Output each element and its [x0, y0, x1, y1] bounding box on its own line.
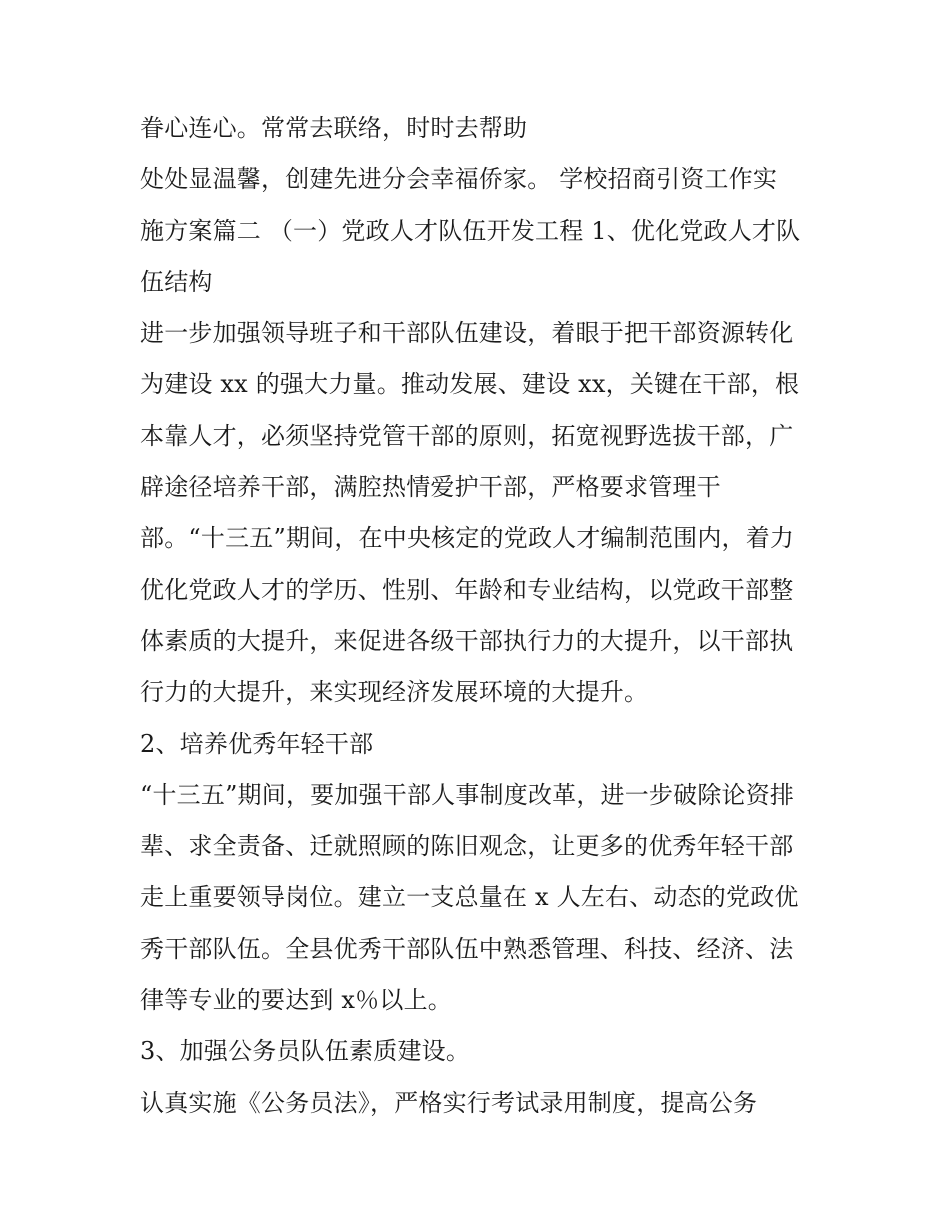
text-line: 施方案篇二 （一）党政人才队伍开发工程 1、优化党政人才队: [140, 216, 801, 245]
text-line: 进一步加强领导班子和干部队伍建设，着眼于把干部资源转化: [140, 319, 794, 348]
text-line: 优化党政人才的学历、性别、年龄和专业结构，以党政干部整: [140, 575, 794, 604]
section-heading: 3、加强公务员队伍素质建设。: [140, 1037, 471, 1066]
text-line: 伍结构: [140, 267, 213, 296]
document-body: [140, 103, 830, 1129]
text-line: 眷心连心。常常去联络，时时去帮助: [140, 114, 528, 142]
text-line: 部。“十三五”期间，在中央核定的党政人才编制范围内，着力: [140, 524, 795, 553]
text-line: “十三五”期间，要加强干部人事制度改革，进一步破除论资排: [140, 780, 795, 809]
section-heading: 2、培养优秀年轻干部: [140, 729, 374, 758]
text-line: 本靠人才，必须坚持党管干部的原则，拓宽视野选拔干部，广: [140, 421, 794, 450]
text-line: 行力的大提升，来实现经济发展环境的大提升。: [140, 678, 649, 707]
text-line: 认真实施《公务员法》，严格实行考试录用制度，提高公务: [140, 1088, 758, 1117]
text-line: 秀干部队伍。全县优秀干部队伍中熟悉管理、科技、经济、法: [140, 934, 794, 963]
text-line: 辈、求全责备、迁就照顾的陈旧观念，让更多的优秀年轻干部: [140, 832, 794, 861]
text-line: 体素质的大提升，来促进各级干部执行力的大提升，以干部执: [140, 626, 794, 655]
text-line: 处处显温馨，创建先进分会幸福侨家。 学校招商引资工作实: [140, 165, 778, 194]
text-line: 为建设 xx 的强大力量。推动发展、建设 xx，关键在干部，根: [140, 370, 800, 399]
text-line: 律等专业的要达到 x％以上。: [140, 986, 452, 1015]
text-line: 辟途径培养干部，满腔热情爱护干部，严格要求管理干: [140, 473, 721, 502]
text-line: 走上重要领导岗位。建立一支总量在 x 人左右、动态的党政优: [140, 883, 799, 912]
